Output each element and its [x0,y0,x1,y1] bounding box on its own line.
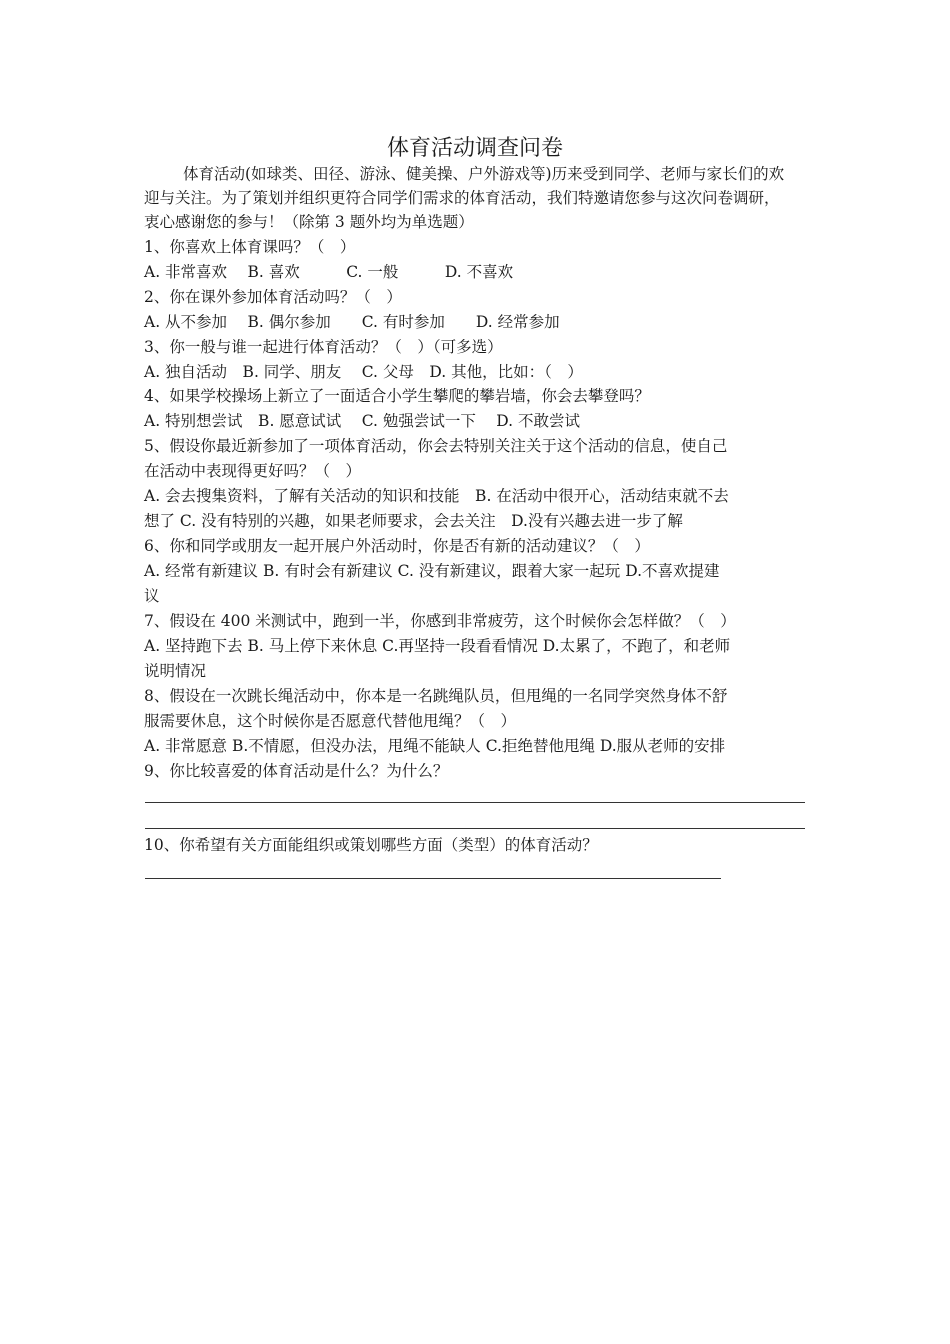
options-7-cont: 说明情况 [144,662,207,680]
intro-line: 体育活动(如球类、田径、游泳、健美操、户外游戏等)历来受到同学、老师与家长们的欢 [183,165,785,183]
intro-line: 衷心感谢您的参与！（除第 3 题外均为单选题） [144,213,474,231]
options-8: A. 非常愿意 B.不情愿，但没办法，甩绳不能缺人 C.拒绝替他甩绳 D.服从老师的安排 [144,737,726,755]
question-3: 3、你一般与谁一起进行体育活动？（ ）（可多选） [144,338,503,356]
options-3: A. 独自活动 B. 同学、朋友 C. 父母 D. 其他，比如：（ ） [144,363,583,381]
question-5-cont: 在活动中表现得更好吗？（ ） [144,462,362,480]
options-2: A. 从不参加 B. 偶尔参加 C. 有时参加 D. 经常参加 [144,313,560,331]
question-8: 8、假设在一次跳长绳活动中，你本是一名跳绳队员，但甩绳的一名同学突然身体不舒 [144,687,728,705]
question-9: 9、你比较喜爱的体育活动是什么？为什么？ [144,762,449,780]
question-10: 10、你希望有关方面能组织或策划哪些方面（类型）的体育活动？ [144,836,598,854]
answer-line-9b[interactable] [145,828,805,829]
question-8-cont: 服需要休息，这个时候你是否愿意代替他甩绳？（ ） [144,712,517,730]
options-6: A. 经常有新建议 B. 有时会有新建议 C. 没有新建议，跟着大家一起玩 D.不喜欢提建 [144,562,720,580]
question-1: 1、你喜欢上体育课吗？（ ） [144,238,356,256]
question-2: 2、你在课外参加体育活动吗？（ ） [144,288,402,306]
options-5-cont: 想了 C. 没有特别的兴趣，如果老师要求，会去关注 D.没有兴趣去进一步了解 [144,512,683,530]
question-4: 4、如果学校操场上新立了一面适合小学生攀爬的攀岩墙，你会去攀登吗？ [144,387,650,405]
question-6: 6、你和同学或朋友一起开展户外活动时，你是否有新的活动建议？（ ） [144,537,650,555]
options-7: A. 坚持跑下去 B. 马上停下来休息 C.再坚持一段看看情况 D.太累了，不跑了，和老师 [144,637,731,655]
answer-line-9a[interactable] [145,802,805,803]
question-7: 7、假设在 400 米测试中，跑到一半，你感到非常疲劳，这个时候你会怎样做？（ ） [144,612,736,630]
options-1: A. 非常喜欢 B. 喜欢 C. 一般 D. 不喜欢 [144,263,514,281]
answer-line-10[interactable] [145,878,721,879]
options-6-cont: 议 [144,587,160,605]
intro-line: 迎与关注。为了策划并组织更符合同学们需求的体育活动，我们特邀请您参与这次问卷调研， [144,189,780,207]
page-title: 体育活动调查问卷 [386,136,563,161]
options-4: A. 特别想尝试 B. 愿意试试 C. 勉强尝试一下 D. 不敢尝试 [144,412,581,430]
question-5: 5、假设你最近新参加了一项体育活动，你会去特别关注关于这个活动的信息，使自己 [144,437,728,455]
options-5: A. 会去搜集资料，了解有关活动的知识和技能 B. 在活动中很开心，活动结束就不去 [144,487,729,505]
